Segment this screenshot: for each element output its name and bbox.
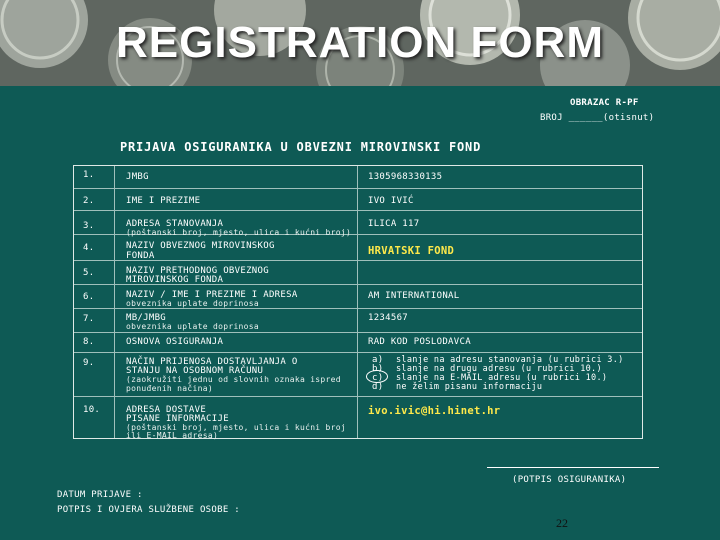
address-value[interactable]: ILICA 117: [368, 219, 420, 229]
row-label: JMBG: [126, 172, 149, 182]
option-b-text[interactable]: slanje na drugu adresu (u rubrici 10.): [396, 364, 602, 374]
table-row: [74, 260, 642, 285]
row-label: ADRESA STANOVANJA: [126, 219, 224, 229]
option-d-text[interactable]: ne želim pisanu informaciju: [396, 382, 543, 392]
row-label-line2: FONDA: [126, 251, 155, 261]
table-row: [74, 210, 642, 235]
option-c-letter[interactable]: c): [372, 373, 384, 383]
row-label-line2: STANJU NA OSOBNOM RAČUNU: [126, 366, 264, 376]
row-number: 5.: [83, 268, 95, 278]
row-label-line2: MIROVINSKOG FONDA: [126, 275, 224, 285]
form-number-line: BROJ ______(otisnut): [540, 113, 655, 123]
jmbg-value[interactable]: 1305968330135: [368, 172, 443, 182]
table-row: [74, 188, 642, 211]
row-number: 3.: [83, 221, 95, 231]
table-row: [74, 332, 642, 353]
row-note: obveznika uplate doprinosa: [126, 322, 260, 331]
insurance-basis-value[interactable]: RAD KOD POSLODAVCA: [368, 337, 471, 347]
signature-line: [487, 467, 659, 468]
email-value[interactable]: ivo.ivic@hi.hinet.hr: [368, 405, 501, 417]
table-row: [74, 234, 642, 261]
table-row: [74, 396, 642, 438]
row-number: 7.: [83, 314, 95, 324]
table-row: [74, 166, 642, 189]
registration-table: [73, 165, 643, 439]
signature-label: (POTPIS OSIGURANIKA): [512, 475, 627, 485]
row-label: ADRESA DOSTAVE: [126, 405, 207, 415]
form-code: OBRAZAC R-PF: [570, 98, 639, 108]
row-note: (poštanski broj, mjesto, ulica i kućni broj): [126, 228, 352, 237]
form-heading: PRIJAVA OSIGURANIKA U OBVEZNI MIROVINSKI FOND: [120, 140, 482, 154]
option-d-letter[interactable]: d): [372, 382, 384, 392]
row-number: 10.: [83, 405, 101, 415]
row-label: IME I PREZIME: [126, 196, 201, 206]
row-note: (zaokružiti jednu od slovnih oznaka ispred: [126, 375, 341, 384]
option-a-text[interactable]: slanje na adresu stanovanja (u rubrici 3.): [396, 355, 624, 365]
official-signature-label: POTPIS I OVJERA SLUŽBENE OSOBE :: [57, 505, 240, 515]
row-number: 9.: [83, 358, 95, 368]
table-row: [74, 284, 642, 309]
option-c-text[interactable]: slanje na E-MAIL adresu (u rubrici 10.): [396, 373, 608, 383]
table-row: [74, 352, 642, 397]
fund-value[interactable]: HRVATSKI FOND: [368, 245, 455, 257]
row-number: 4.: [83, 243, 95, 253]
row-label: NAČIN PRIJENOSA DOSTAVLJANJA O: [126, 357, 298, 367]
row-note: obveznika uplate doprinosa: [126, 299, 260, 308]
row-note-line2: ili E-MAIL adresa): [126, 431, 219, 440]
row-note: (poštanski broj, mjesto, ulica i kućni broj: [126, 423, 347, 432]
row-number: 6.: [83, 292, 95, 302]
row-label: NAZIV / IME I PREZIME I ADRESA: [126, 290, 298, 300]
row-label: MB/JMBG: [126, 313, 167, 323]
row-label: NAZIV PRETHODNOG OBVEZNOG: [126, 266, 269, 276]
row-number: 8.: [83, 337, 95, 347]
option-a-letter[interactable]: a): [372, 355, 384, 365]
row-label: OSNOVA OSIGURANJA: [126, 337, 224, 347]
row-number: 1.: [83, 170, 95, 180]
employer-value[interactable]: AM INTERNATIONAL: [368, 291, 460, 301]
row-number: 2.: [83, 196, 95, 206]
employer-id-value[interactable]: 1234567: [368, 313, 409, 323]
option-b-letter[interactable]: b): [372, 364, 384, 374]
page-number: 22: [556, 516, 568, 530]
row-label-line2: PISANE INFORMACIJE: [126, 414, 229, 424]
page-title: REGISTRATION FORM: [116, 18, 604, 67]
row-note-line2: ponuđenih načina): [126, 384, 213, 393]
date-label: DATUM PRIJAVE :: [57, 490, 143, 500]
row-label: NAZIV OBVEZNOG MIROVINSKOG: [126, 241, 275, 251]
name-value[interactable]: IVO IVIĆ: [368, 196, 414, 206]
table-row: [74, 308, 642, 333]
